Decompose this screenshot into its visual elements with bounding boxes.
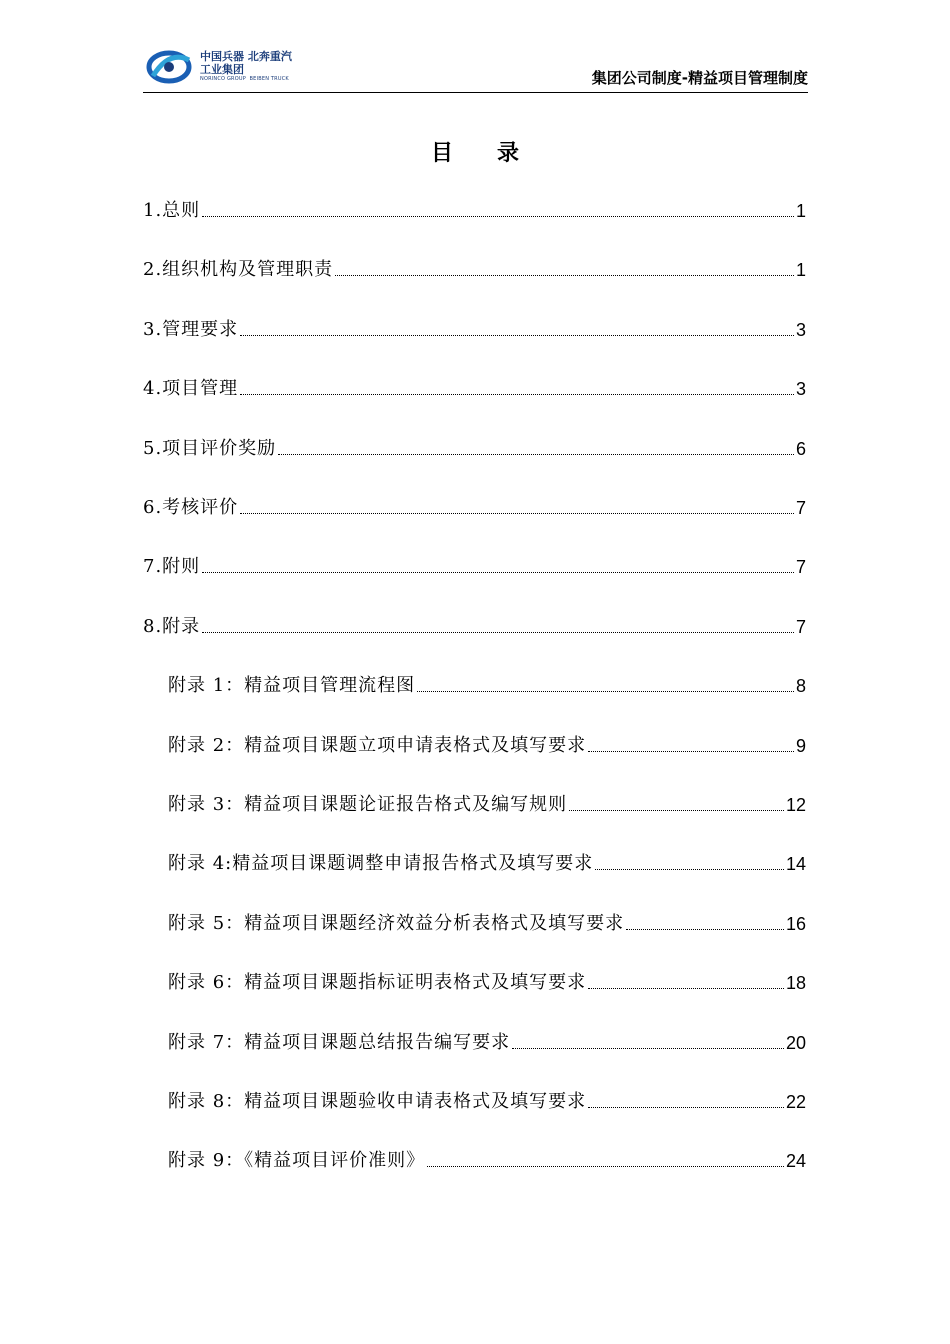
toc-entry-page: 22 xyxy=(785,1092,806,1112)
toc-entry[interactable] xyxy=(143,612,806,638)
toc-entry-label: 附录 3：精益项目课题论证报告格式及编写规则 xyxy=(168,794,568,815)
toc-entry[interactable] xyxy=(143,374,806,400)
logo-line2: 工业集团 xyxy=(200,63,244,76)
toc-entry-page: 3 xyxy=(795,319,806,340)
toc-entry-label: 附录 6：精益项目课题指标证明表格式及填写要求 xyxy=(168,972,587,994)
toc-leader-dots xyxy=(588,751,794,752)
toc-leader-dots xyxy=(595,869,784,870)
toc-leader-dots xyxy=(512,1048,784,1049)
toc-leader-dots xyxy=(626,929,784,930)
toc-entry[interactable] xyxy=(143,315,806,341)
page-header xyxy=(143,40,808,93)
toc-entry-page: 7 xyxy=(795,616,806,637)
toc-entry-label: 7.附则 xyxy=(143,556,201,578)
toc-entry-page: 1 xyxy=(795,260,806,281)
toc-entry-page: 20 xyxy=(785,1032,806,1053)
logo-text xyxy=(200,50,330,82)
toc-leader-dots xyxy=(588,1107,784,1108)
logo-sub-right: BEIBEN TRUCK xyxy=(249,76,289,82)
toc-entry-page: 6 xyxy=(795,438,806,459)
toc-leader-dots xyxy=(240,394,794,395)
toc-entry[interactable] xyxy=(168,1028,806,1054)
toc-entry[interactable] xyxy=(143,552,806,578)
toc-entry-page: 12 xyxy=(785,795,806,815)
toc-leader-dots xyxy=(569,810,784,811)
toc-entry-page: 24 xyxy=(785,1151,806,1172)
toc-entry-label: 3.管理要求 xyxy=(143,318,239,340)
toc-entry[interactable] xyxy=(168,849,806,875)
toc-entry[interactable] xyxy=(143,196,806,222)
toc-entry-label: 4.项目管理 xyxy=(143,378,239,400)
toc-entry-label: 5.项目评价奖励 xyxy=(143,437,277,459)
toc-leader-dots xyxy=(335,275,794,276)
toc-entry-label: 附录 4:精益项目课题调整申请报告格式及填写要求 xyxy=(168,853,594,875)
toc-leader-dots xyxy=(202,632,794,633)
toc-entry-label: 1.总则 xyxy=(143,200,201,221)
logo-sub-left: NORINCO GROUP xyxy=(200,76,246,82)
toc-leader-dots xyxy=(278,454,794,455)
toc-entry-page: 8 xyxy=(795,676,806,697)
toc-entry-page: 9 xyxy=(795,735,806,756)
toc-entry-label: 附录 1：精益项目管理流程图 xyxy=(168,675,416,697)
toc-entry[interactable] xyxy=(168,1087,806,1113)
toc-entry-page: 14 xyxy=(785,854,806,875)
toc-entry-page: 18 xyxy=(785,973,806,994)
toc-entry[interactable] xyxy=(143,255,806,281)
toc-entry[interactable] xyxy=(143,493,806,519)
toc-title: 目 录 xyxy=(430,141,519,166)
toc-leader-dots xyxy=(427,1166,784,1167)
toc-entry-label: 附录 7：精益项目课题总结报告编写要求 xyxy=(168,1031,511,1053)
toc-entry[interactable] xyxy=(168,671,806,697)
logo-emblem-icon xyxy=(145,46,197,86)
toc-entry-label: 6.考核评价 xyxy=(143,497,239,518)
toc-entry-label: 8.附录 xyxy=(143,615,201,637)
toc-entry-page: 7 xyxy=(795,498,806,518)
toc-leader-dots xyxy=(240,335,794,336)
logo-line1: 中国兵器 北奔重汽 xyxy=(200,50,292,63)
toc-leader-dots xyxy=(588,988,784,989)
toc-entry[interactable] xyxy=(143,434,806,460)
toc-entry[interactable] xyxy=(168,790,806,816)
toc-leader-dots xyxy=(202,572,794,573)
logo-subtext xyxy=(200,76,330,82)
toc-entry-page: 3 xyxy=(795,379,806,400)
toc-entry-label: 附录 8：精益项目课题验收申请表格式及填写要求 xyxy=(168,1091,587,1112)
toc-leader-dots xyxy=(240,513,794,514)
toc-entry-label: 2.组织机构及管理职责 xyxy=(143,259,334,281)
toc-entry-page: 16 xyxy=(785,913,806,934)
toc-leader-dots xyxy=(417,691,794,692)
header-title: 集团公司制度-精益项目管理制度 xyxy=(591,69,808,87)
toc-leader-dots xyxy=(202,216,794,217)
toc-entry-label: 附录 2：精益项目课题立项申请表格式及填写要求 xyxy=(168,734,587,756)
toc-entry-page: 1 xyxy=(795,201,806,221)
toc-entry[interactable] xyxy=(168,1146,806,1172)
toc-entry-page: 7 xyxy=(795,557,806,578)
toc-entry-label: 附录 9：《精益项目评价准则》 xyxy=(168,1150,426,1172)
toc-entry[interactable] xyxy=(168,909,806,935)
toc-entry[interactable] xyxy=(168,731,806,757)
toc-entry[interactable] xyxy=(168,968,806,994)
toc-entry-label: 附录 5：精益项目课题经济效益分析表格式及填写要求 xyxy=(168,912,625,934)
company-logo xyxy=(145,46,325,88)
